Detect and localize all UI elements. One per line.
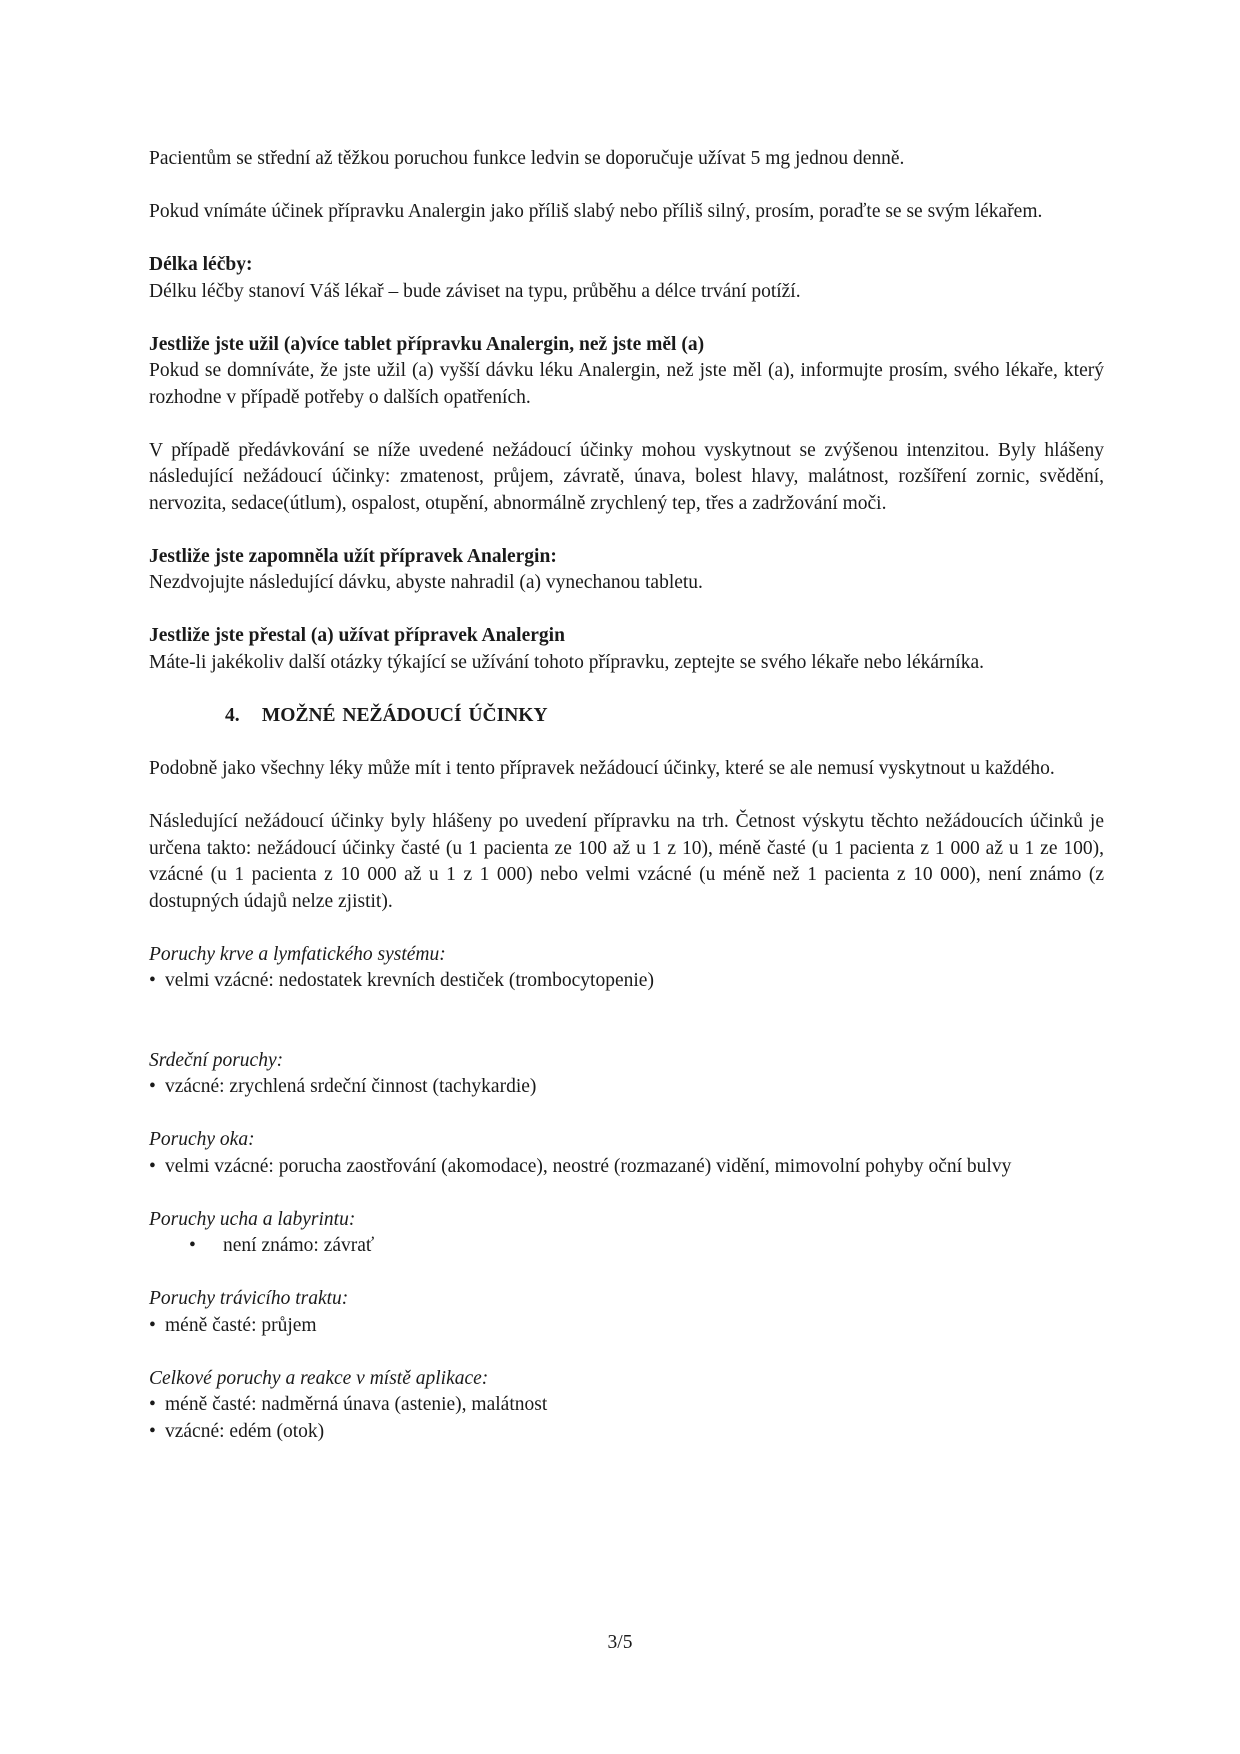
category-title-heart: Srdeční poruchy: (149, 1049, 284, 1071)
category-title-digestive: Poruchy trávicího traktu: (149, 1288, 349, 1309)
page-number: 3/5 (607, 1632, 633, 1653)
bullet-icon: • (149, 1314, 156, 1336)
paragraph-stopped-use: Máte-li jakékoliv další otázky týkající se užívání tohoto přípravku, zeptejte se svého lékaře nebo lékárníka. (149, 651, 984, 673)
list-item-text: velmi vzácné: nedostatek krevních destiček (trombocytopenie) (165, 970, 654, 991)
bullet-icon: • (149, 1420, 156, 1442)
paragraph-treatment-duration: Délku léčby stanoví Váš lékař – bude záviset na typu, průběhu a délce trvání potíží. (149, 280, 801, 302)
list-item (189, 1233, 1104, 1260)
paragraph-overdose-symptoms: V případě předávkování se níže uvedené nežádoucí účinky mohou vyskytnout se zvýšenou intenzitou. Byly hlášeny následující nežádoucí účinky: zmatenost, průjem, závratě, únava, bolest hlavy, malátnost, rozšíření zornic, svědění, nervozita, sedace(útlum), ospalost, otupění, abnormálně zrychlený tep, třes a zadržování moči. (149, 439, 1104, 514)
page-content (149, 146, 1104, 1445)
bullet-icon: • (149, 970, 156, 991)
category-title-general: Celkové poruchy a reakce v místě aplikace: (149, 1367, 489, 1389)
bullet-icon: • (149, 1076, 156, 1097)
category-title-ear: Poruchy ucha a labyrintu: (149, 1208, 356, 1230)
paragraph-frequency-definitions: Následující nežádoucí účinky byly hlášeny po uvedení přípravku na trh. Četnost výskytu těchto nežádoucích účinků je určena takto: nežádoucí účinky časté (u 1 pacienta ze 100 až u 1 z 10), méně časté (u 1 pacienta z 1 000 až u 1 ze 100), vzácné (u 1 pacienta z 10 000 až u 1 z 1 000) nebo velmi vzácné (u méně než 1 pacienta z 10 000), není známo (z dostupných údajů nelze zjistit). (149, 811, 1104, 912)
list-item-text: méně časté: nadměrná únava (astenie), malátnost (165, 1394, 548, 1415)
list-item-text: velmi vzácné: porucha zaostřování (akomodace), neostré (rozmazané) vidění, mimovolní pohyby oční bulvy (165, 1155, 1012, 1177)
bullet-icon: • (149, 1394, 156, 1415)
paragraph-overdose: Pokud se domníváte, že jste užil (a) vyšší dávku léku Analergin, než jste měl (a), informujte prosím, svého lékaře, který rozhodne v případě potřeby o dalších opatřeních. (149, 360, 1104, 408)
bullet-icon: • (149, 1155, 156, 1177)
list-item (149, 1392, 1104, 1419)
paragraph-forgot-dose: Nezdvojujte následující dávku, abyste nahradil (a) vynechanou tabletu. (149, 572, 703, 593)
bullet-icon: • (189, 1235, 196, 1256)
list-item-text: vzácné: zrychlená srdeční činnost (tachykardie) (165, 1076, 537, 1097)
list-item (149, 1074, 1104, 1101)
section-4-heading (225, 703, 1104, 730)
list-item (149, 1313, 1104, 1340)
list-item (149, 968, 1104, 995)
list-item (149, 1419, 1104, 1446)
list-item-text: méně časté: průjem (165, 1314, 317, 1336)
category-title-eye: Poruchy oka: (149, 1129, 255, 1150)
section-number: 4. (225, 705, 240, 726)
section-title: MOŽNÉ NEŽÁDOUCÍ ÚČINKY (261, 705, 548, 726)
paragraph-side-effects-intro: Podobně jako všechny léky může mít i tento přípravek nežádoucí účinky, které se ale nemusí vyskytnout u každého. (149, 758, 1055, 779)
heading-stopped-use: Jestliže jste přestal (a) užívat přípravek Analergin (149, 625, 565, 646)
paragraph-renal-dosage: Pacientům se střední až těžkou poruchou funkce ledvin se doporučuje užívat 5 mg jednou denně. (149, 148, 905, 169)
list-item (149, 1154, 1104, 1181)
category-title-blood: Poruchy krve a lymfatického systému: (149, 943, 446, 965)
paragraph-effect-advice: Pokud vnímáte účinek přípravku Analergin jako příliš slabý nebo příliš silný, prosím, poraďte se se svým lékařem. (149, 201, 1043, 222)
heading-forgot-dose: Jestliže jste zapomněla užít přípravek Analergin: (149, 545, 557, 567)
list-item-text: není známo: závrať (223, 1235, 375, 1256)
heading-treatment-duration: Délka léčby: (149, 254, 253, 275)
heading-overdose: Jestliže jste užil (a)více tablet přípravku Analergin, než jste měl (a) (149, 333, 705, 355)
list-item-text: vzácné: edém (otok) (165, 1420, 325, 1442)
